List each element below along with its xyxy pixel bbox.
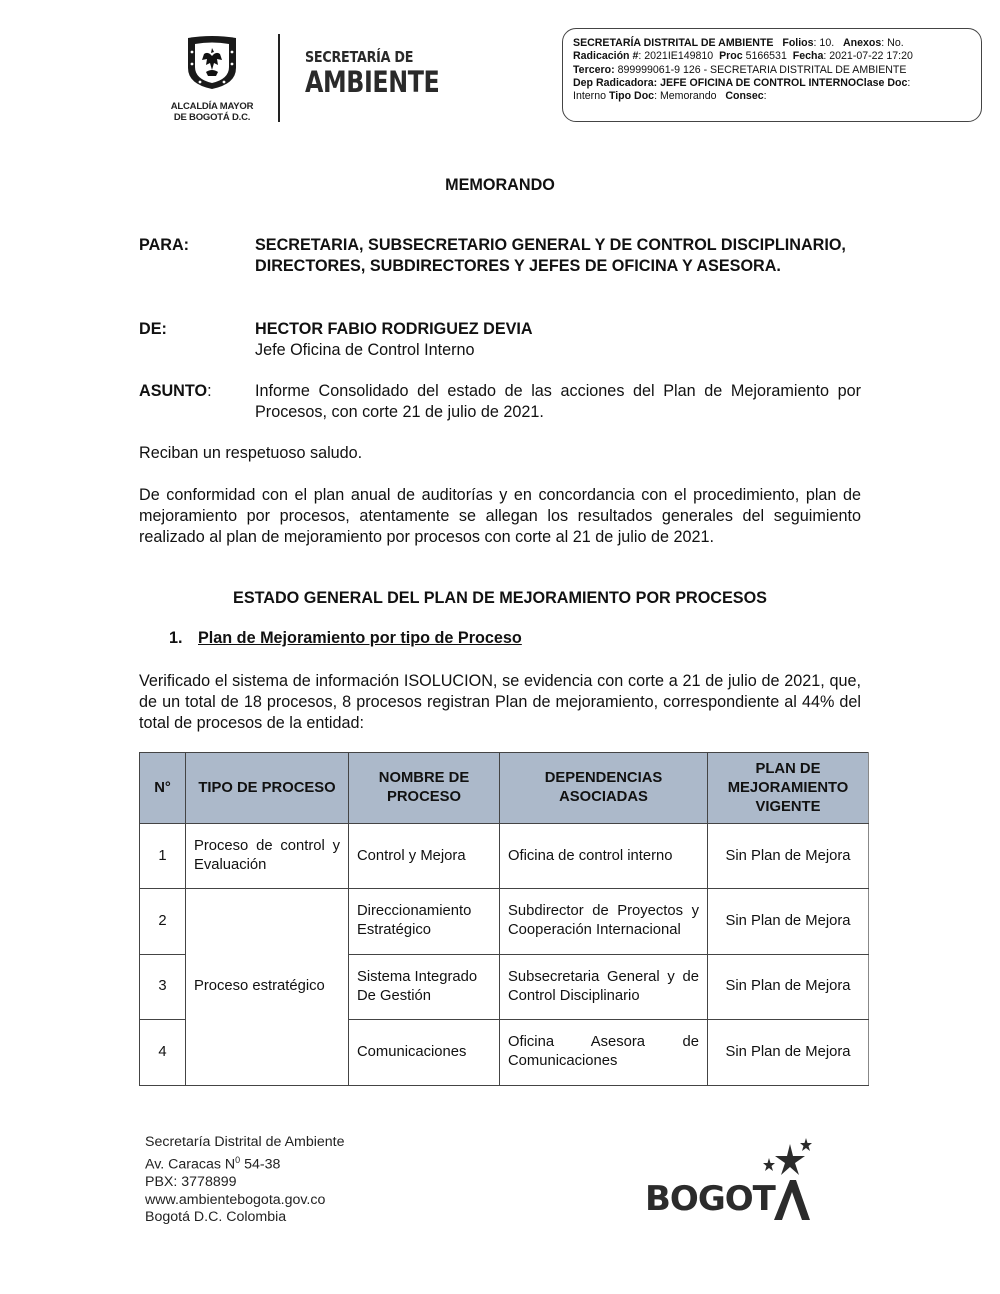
table-header-row bbox=[140, 753, 869, 824]
de-label: DE: bbox=[139, 320, 167, 338]
asunto-field bbox=[139, 381, 861, 423]
cell-dependencias: Oficina de control interno bbox=[500, 824, 708, 889]
footer-website[interactable]: www.ambientebogota.gov.co bbox=[145, 1191, 326, 1208]
alcaldia-name bbox=[166, 101, 258, 123]
stamp-line-1 bbox=[573, 37, 971, 50]
verificado-paragraph: Verificado el sistema de información ISOLUCION, se evidencia con corte a 21 de julio de 2021, que, de un total de 18 procesos, 8 procesos registran Plan de mejoramiento, correspondiente al 44% del total de procesos de la entidad: bbox=[139, 672, 861, 732]
alcaldia-line-2: DE BOGOTÁ D.C. bbox=[173, 112, 251, 123]
cell-dependencias: Oficina Asesora de Comunicaciones bbox=[500, 1020, 708, 1086]
memo-title: MEMORANDO bbox=[445, 176, 555, 194]
secretaria-logo bbox=[305, 48, 469, 98]
stamp-tipo-doc: : Memorando bbox=[654, 90, 717, 103]
stamp-line-3 bbox=[573, 64, 971, 77]
secretaria-logo-line-2: AMBIENTE bbox=[305, 65, 440, 99]
footer-city: Bogotá D.C. Colombia bbox=[145, 1209, 287, 1226]
asunto-label-wrap bbox=[139, 381, 212, 402]
para-value: SECRETARIA, SUBSECRETARIO GENERAL Y DE CONTROL DISCIPLINARIO, DIRECTORES, SUBDIRECTORES Y JEFES DE OFICINA Y ASESORA. bbox=[255, 236, 846, 275]
header-tipo-proceso: TIPO DE PROCESO bbox=[186, 753, 349, 824]
footer-street-sup: 0 bbox=[235, 1154, 241, 1165]
stamp-radicacion: : 2021IE149810 bbox=[638, 50, 714, 63]
asunto-label: ASUNTO bbox=[139, 382, 208, 400]
section-title: ESTADO GENERAL DEL PLAN DE MEJORAMIENTO POR PROCESOS bbox=[233, 589, 767, 607]
cell-plan: Sin Plan de Mejora bbox=[708, 954, 869, 1020]
table-row bbox=[140, 889, 869, 955]
cell-nombre: Comunicaciones bbox=[349, 1020, 500, 1086]
stamp-folios: : 10. bbox=[813, 37, 835, 49]
stamp-anexos: : No. bbox=[881, 37, 904, 49]
stamp-radicacion-label: Radicación # bbox=[573, 50, 639, 63]
cell-nombre: Direccionamiento Estratégico bbox=[349, 889, 500, 955]
stamp-dep-suffix: : bbox=[907, 76, 911, 89]
header-plan-vigente: PLAN DE MEJORAMIENTO VIGENTE bbox=[708, 753, 869, 824]
intro-paragraph: De conformidad con el plan anual de auditorías y en concordancia con el procedimiento, plan de mejoramiento por procesos, atentamente se allegan los resultados generales del seguimiento realizado al plan de mejoramiento por procesos con corte al 21 de julio de 2021. bbox=[139, 486, 861, 546]
footer-entity: Secretaría Distrital de Ambiente bbox=[145, 1134, 345, 1150]
de-name: HECTOR FABIO RODRIGUEZ DEVIA bbox=[255, 320, 533, 338]
cell-number: 3 bbox=[140, 954, 186, 1020]
asunto-value: Informe Consolidado del estado de las acciones del Plan de Mejoramiento por Procesos, con corte 21 de julio de 2021. bbox=[255, 382, 861, 421]
cell-tipo-merged: Proceso estratégico bbox=[186, 889, 349, 1086]
stamp-entity: SECRETARÍA DISTRITAL DE AMBIENTE bbox=[573, 37, 774, 49]
cell-plan: Sin Plan de Mejora bbox=[708, 889, 869, 955]
alcaldia-line-1: ALCALDÍA MAYOR bbox=[170, 101, 254, 112]
para-field bbox=[139, 235, 861, 277]
logo-divider bbox=[278, 34, 280, 122]
header-nombre-proceso: NOMBRE DE PROCESO bbox=[349, 753, 500, 824]
coat-of-arms-icon bbox=[184, 34, 240, 90]
stamp-consec-label: Consec bbox=[725, 90, 764, 103]
asunto-colon: : bbox=[207, 382, 212, 400]
stamp-folios-label: Folios bbox=[782, 37, 814, 49]
stamp-anexos-label: Anexos bbox=[843, 37, 882, 49]
radicado-stamp bbox=[562, 28, 982, 122]
secretaria-logo-line-1: SECRETARÍA DE bbox=[305, 48, 414, 66]
cell-number: 2 bbox=[140, 889, 186, 955]
cell-plan: Sin Plan de Mejora bbox=[708, 1020, 869, 1086]
cell-nombre: Sistema Integrado De Gestión bbox=[349, 954, 500, 1020]
de-field bbox=[139, 319, 861, 361]
subsection-number: 1. bbox=[169, 629, 183, 647]
stamp-proc: 5166531 bbox=[745, 50, 787, 63]
footer-address bbox=[145, 1134, 345, 1227]
stamp-consec: : bbox=[763, 90, 767, 103]
footer-street-suffix: 54-38 bbox=[240, 1156, 281, 1173]
header-dependencias: DEPENDENCIAS ASOCIADAS bbox=[500, 753, 708, 824]
stamp-fecha-label: Fecha bbox=[792, 50, 824, 63]
para-label: PARA: bbox=[139, 236, 190, 254]
subsection-title: Plan de Mejoramiento por tipo de Proceso bbox=[198, 629, 522, 647]
cell-dependencias: Subdirector de Proyectos y Cooperación Internacional bbox=[500, 889, 708, 955]
bogota-logo bbox=[640, 1136, 820, 1226]
cell-dependencias: Subsecretaria General y de Control Disciplinario bbox=[500, 954, 708, 1020]
stamp-fecha: : 2021-07-22 17:20 bbox=[823, 50, 913, 63]
processes-table bbox=[139, 752, 869, 1086]
stamp-line-2 bbox=[573, 50, 971, 63]
footer-street bbox=[145, 1152, 345, 1174]
table-row bbox=[140, 824, 869, 889]
stamp-tipo-doc-label: Tipo Doc bbox=[608, 90, 655, 103]
stamp-line-4 bbox=[573, 77, 971, 90]
stamp-interno: Interno bbox=[573, 90, 606, 103]
cell-nombre: Control y Mejora bbox=[349, 824, 500, 889]
greeting: Reciban un respetuoso saludo. bbox=[139, 444, 363, 462]
bogota-logo-text: BOGOT bbox=[645, 1179, 775, 1219]
de-role: Jefe Oficina de Control Interno bbox=[255, 341, 475, 359]
header-number: N° bbox=[140, 753, 186, 824]
cell-tipo: Proceso de control y Evaluación bbox=[186, 824, 349, 889]
stamp-proc-label: Proc bbox=[719, 50, 743, 63]
footer-pbx: PBX: 3778899 bbox=[145, 1173, 237, 1190]
cell-number: 1 bbox=[140, 824, 186, 889]
footer-street-prefix: Av. Caracas N bbox=[145, 1156, 236, 1173]
cell-number: 4 bbox=[140, 1020, 186, 1086]
subsection-heading bbox=[169, 629, 522, 648]
stamp-dep-label: Dep Radicadora: JEFE OFICINA DE CONTROL INTERNOClase Doc bbox=[573, 76, 908, 89]
stamp-tercero: 899999061-9 126 - SECRETARIA DISTRITAL DE AMBIENTE bbox=[617, 63, 907, 76]
bogota-logo-icon bbox=[640, 1136, 820, 1226]
cell-plan: Sin Plan de Mejora bbox=[708, 824, 869, 889]
stamp-line-5 bbox=[573, 90, 971, 103]
stamp-tercero-label: Tercero: bbox=[573, 63, 615, 76]
alcaldia-logo bbox=[166, 34, 258, 126]
